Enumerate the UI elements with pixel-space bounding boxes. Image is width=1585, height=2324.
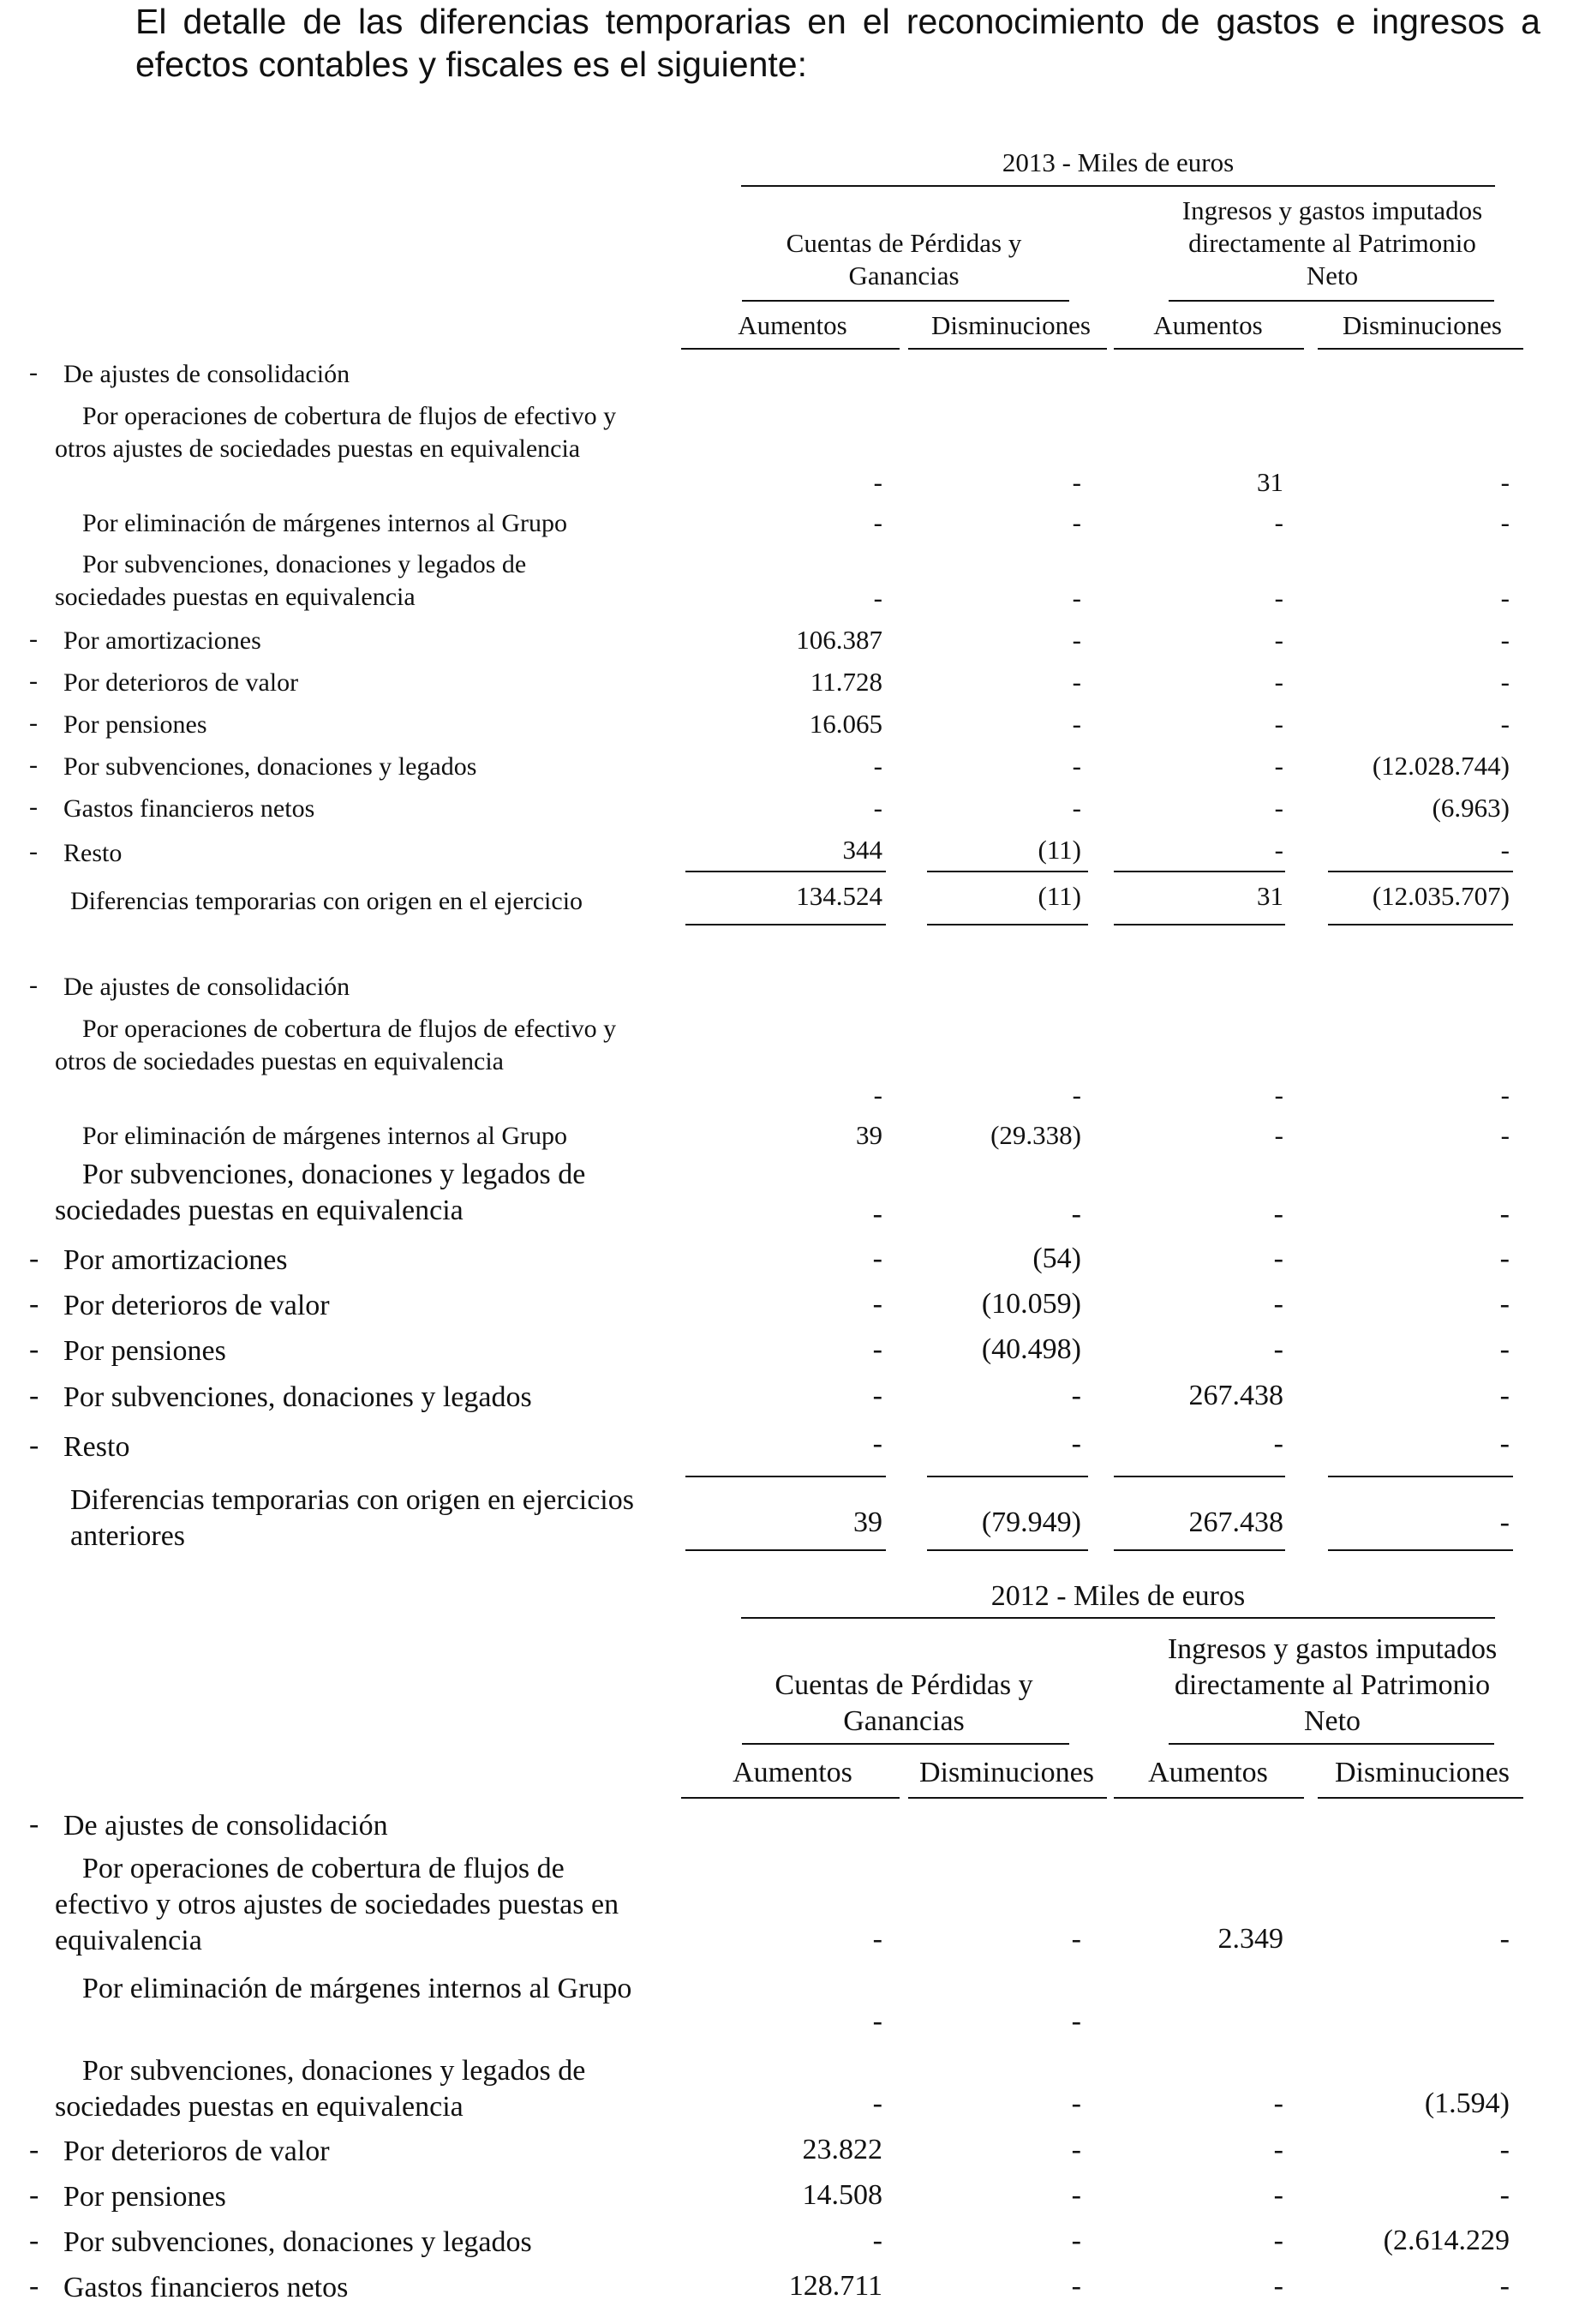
row-label [55,1120,620,1153]
row-bullet: - [29,2134,39,2165]
table-cell: 344 [842,835,882,865]
table-cell: - [872,1923,882,1955]
row-label-text: Por pensiones [63,2181,226,2213]
row-bullet: - [29,1333,39,1365]
table-cell: - [1499,1923,1510,1955]
row-label [63,2225,532,2261]
column-header: Disminuciones [919,1757,1094,1788]
table-cell: - [1071,1428,1081,1459]
sum-rule [685,871,886,872]
row-bullet: - [29,1808,39,1840]
row-label-text: Por eliminación de márgenes internos al Grupo [82,509,567,537]
row-label-text: Gastos financieros netos [63,2272,349,2303]
table-cell: 23.822 [802,2134,882,2165]
group-header-pyg: Cuentas de Pérdidas y Ganancias [786,228,1022,290]
column-header: Aumentos [733,1757,852,1788]
table-cell: (79.949) [981,1506,1081,1538]
table-cell: 14.508 [802,2179,882,2211]
table-cell: - [1071,2134,1081,2165]
table-cell: - [1500,583,1510,613]
table-cell: - [872,1380,882,1411]
table-cell: - [1071,2179,1081,2211]
row-bullet: - [29,1380,39,1411]
row-label-text: Por subvenciones, donaciones y legados de sociedades puestas en equivalencia [55,2055,586,2123]
sum-rule [1114,871,1285,872]
table-cell: 134.524 [796,881,882,911]
column-header: Aumentos [738,310,847,340]
table-cell: (54) [1032,1243,1081,1274]
intro-paragraph: El detalle de las diferencias temporarias en el reconocimiento de gastos e ingresos a efectos contables y fiscales es el siguiente: [135,2,1540,84]
row-label [63,709,207,741]
row-label [63,1288,330,1324]
table-cell: - [1273,1243,1283,1274]
row-label [63,837,122,870]
table-cell: - [1500,625,1510,655]
table-cell: - [1274,667,1283,697]
table-cell: - [1274,751,1283,781]
table-cell: 16.065 [809,709,882,739]
row-label [55,1971,646,2007]
table-cell: - [872,1428,882,1459]
row-bullet: - [29,751,38,779]
row-label-text: Gastos financieros netos [63,794,315,823]
table-cell: - [1274,793,1283,823]
row-label [63,1808,388,1844]
row-label-text: Por subvenciones, donaciones y legados [63,2226,532,2258]
table-cell: - [1072,507,1081,537]
table-cell: - [1072,709,1081,739]
row-bullet: - [29,1288,39,1320]
table-cell: - [1072,667,1081,697]
table-cell: (40.498) [981,1333,1081,1365]
row-label-text: Resto [63,1431,130,1463]
table-cell: - [1500,467,1510,497]
table-cell: - [1274,625,1283,655]
sum-rule [927,1476,1088,1477]
sum-rule [1114,1476,1285,1477]
table-cell: (2.614.229 [1383,2225,1510,2256]
table-cell: (10.059) [981,1288,1081,1320]
column-underline [908,348,1107,350]
row-label [63,751,476,783]
table-cell: - [1500,667,1510,697]
table-cell: - [1274,583,1283,613]
table-cell: 31 [1257,881,1283,911]
table-cell: - [1071,1923,1081,1955]
row-label-text: Por subvenciones, donaciones y legados de sociedades puestas en equivalencia [55,1159,586,1226]
row-label-text: De ajustes de consolidación [63,1810,388,1842]
table-cell: - [872,1333,882,1365]
row-label [63,1243,288,1279]
table-cell: - [872,1288,882,1320]
table-cell: 128.711 [788,2270,882,2302]
row-label [55,400,620,465]
table-cell: (11) [1038,835,1081,865]
table-cell: - [1499,1243,1510,1274]
row-bullet: - [29,971,38,999]
row-bullet: - [29,837,38,866]
table-cell: - [1072,467,1081,497]
group-header-pn: Ingresos y gastos imputados directamente al Patrimonio Neto [1167,1633,1498,1737]
group-header-pyg: Cuentas de Pérdidas y Ganancias [775,1669,1033,1737]
table-cell: 267.438 [1188,1506,1283,1538]
table-cell: - [1499,1333,1510,1365]
row-label [63,2270,348,2306]
row-label [55,507,620,540]
table-cell: - [1274,709,1283,739]
table-cell: - [1499,1198,1510,1230]
row-label-text: Diferencias temporarias con origen en ejercicios anteriores [70,1484,634,1552]
table-cell: 267.438 [1188,1380,1283,1411]
row-label-text: Por operaciones de cobertura de flujos de efectivo y otros ajustes de sociedades puestas en equivalencia [55,402,617,463]
table-cell: - [1274,1080,1283,1110]
table-cell: - [1071,2270,1081,2302]
sum-rule [927,1549,1088,1551]
sum-rule [685,1476,886,1477]
row-label-text: Por operaciones de cobertura de flujos de efectivo y otros de sociedades puestas en equivalencia [55,1015,617,1075]
sum-rule [1328,871,1513,872]
table-cell: - [1071,2225,1081,2256]
table-cell: - [1499,1428,1510,1459]
table-cell: - [1273,2179,1283,2211]
row-label [63,2134,330,2170]
row-bullet: - [29,2179,39,2211]
table-cell: - [1273,1428,1283,1459]
table-cell: - [1072,751,1081,781]
column-underline [1318,1797,1523,1799]
row-label [63,358,350,391]
column-header: Aumentos [1148,1757,1268,1788]
table-cell: (1.594) [1424,2087,1510,2119]
total-row-label [70,1482,661,1554]
row-label-text: Diferencias temporarias con origen en el ejercicio [70,887,583,915]
table-cell: - [1071,2087,1081,2119]
table-cell: 11.728 [810,667,882,697]
row-label [63,1380,532,1416]
column-underline [1114,348,1304,350]
table-cell: (6.963) [1432,793,1510,823]
sum-rule [685,1549,886,1551]
table-cell: - [1273,1288,1283,1320]
row-bullet: - [29,793,38,821]
table-cell: - [1072,793,1081,823]
row-label [55,1013,620,1078]
year-header: 2013 - Miles de euros [1002,147,1235,177]
sum-rule [1114,924,1285,925]
table-cell: - [1500,709,1510,739]
year-underline [741,185,1495,187]
table-cell: - [873,793,882,823]
table-cell: (12.028.744) [1372,751,1510,781]
table-cell: - [1273,1333,1283,1365]
row-bullet: - [29,1243,39,1274]
table-cell: 31 [1257,467,1283,497]
column-underline [908,1797,1107,1799]
table-cell: - [873,751,882,781]
table-cell: - [1500,1120,1510,1150]
table-cell: - [1500,835,1510,865]
column-header: Disminuciones [1335,1757,1510,1788]
group-header-pn: Ingresos y gastos imputados directamente al Patrimonio Neto [1181,195,1483,290]
sum-rule [1328,1476,1513,1477]
column-header: Disminuciones [931,310,1091,340]
table-cell: - [1499,2134,1510,2165]
row-label [63,667,298,699]
table-cell: (11) [1038,881,1081,911]
table-cell: - [872,2225,882,2256]
row-bullet: - [29,1429,39,1461]
group-underline-pyg [742,1743,1069,1745]
row-label-text: Por deterioros de valor [63,2135,330,2167]
table-cell: - [1274,835,1283,865]
table-cell: - [1072,583,1081,613]
sum-rule [685,924,886,925]
table-cell: (29.338) [990,1120,1081,1150]
table-cell: 39 [853,1506,882,1538]
table-cell: - [1273,2270,1283,2302]
column-underline [681,1797,900,1799]
table-cell: 2.349 [1217,1923,1283,1955]
row-label [55,2053,646,2125]
group-underline-pn [1169,1743,1494,1745]
row-label-text: Por pensiones [63,710,207,739]
row-label [55,1157,646,1229]
row-label [55,1851,646,1959]
row-label-text: De ajustes de consolidación [63,973,350,1001]
table-cell: - [872,2087,882,2119]
row-label [55,548,620,614]
year-underline [741,1617,1495,1619]
table-cell: - [873,583,882,613]
row-label-text: De ajustes de consolidación [63,360,350,388]
sum-rule [927,924,1088,925]
table-cell: 106.387 [796,625,882,655]
row-label-text: Por eliminación de márgenes internos al Grupo [82,1122,567,1150]
table-cell: - [873,1080,882,1110]
row-label-text: Por amortizaciones [63,626,261,655]
row-label-text: Por subvenciones, donaciones y legados [63,1381,532,1413]
table-cell: - [1500,507,1510,537]
sum-rule [927,871,1088,872]
row-label-text: Por pensiones [63,1335,226,1367]
row-label-text: Por subvenciones, donaciones y legados [63,752,477,781]
table-cell: - [1499,1506,1510,1538]
row-label [63,1333,226,1369]
column-underline [681,348,900,350]
table-cell: - [1273,2134,1283,2165]
table-cell: - [1071,1198,1081,1230]
column-underline [1114,1797,1304,1799]
table-cell: - [1274,1120,1283,1150]
row-label [63,793,314,825]
row-bullet: - [29,2270,39,2302]
group-underline-pyg [742,300,1069,302]
row-bullet: - [29,709,38,737]
table-cell: - [1273,1198,1283,1230]
sum-rule [1328,924,1513,925]
table-cell: - [1274,507,1283,537]
table-cell: - [1072,1080,1081,1110]
year-header: 2012 - Miles de euros [990,1580,1246,1612]
table-cell: - [873,467,882,497]
table-cell: - [872,1198,882,1230]
row-label [63,2179,226,2215]
table-cell: (12.035.707) [1372,881,1510,911]
row-label-text: Por deterioros de valor [63,1290,330,1321]
row-bullet: - [29,358,38,386]
column-header: Disminuciones [1343,310,1502,340]
total-row-label [70,885,661,918]
table-cell: - [1499,1380,1510,1411]
table-cell: - [1499,1288,1510,1320]
row-label-text: Por subvenciones, donaciones y legados de sociedades puestas en equivalencia [55,550,527,611]
table-cell: - [1499,2179,1510,2211]
table-cell: - [1273,2225,1283,2256]
row-label-text: Por eliminación de márgenes internos al Grupo [82,1973,632,2004]
table-cell: - [1071,2005,1081,2037]
table-cell: - [1499,2270,1510,2302]
row-label [63,1429,129,1465]
column-header: Aumentos [1153,310,1263,340]
table-cell: - [872,1243,882,1274]
row-label-text: Por amortizaciones [63,1244,288,1276]
row-bullet: - [29,625,38,653]
sum-rule [1114,1549,1285,1551]
table-cell: - [1072,625,1081,655]
table-cell: - [872,2005,882,2037]
row-label-text: Por deterioros de valor [63,668,299,697]
table-cell: - [1071,1380,1081,1411]
table-cell: 39 [856,1120,882,1150]
table-cell: - [873,507,882,537]
row-bullet: - [29,2225,39,2256]
group-underline-pn [1169,300,1494,302]
row-label-text: Por operaciones de cobertura de flujos de efectivo y otros ajustes de sociedades puestas en equivalencia [55,1853,619,1956]
table-cell: - [1500,1080,1510,1110]
column-underline [1318,348,1523,350]
row-label [63,625,261,657]
row-label [63,971,350,1003]
table-cell: - [1273,2087,1283,2119]
sum-rule [1328,1549,1513,1551]
row-label-text: Resto [63,839,123,867]
row-bullet: - [29,667,38,695]
